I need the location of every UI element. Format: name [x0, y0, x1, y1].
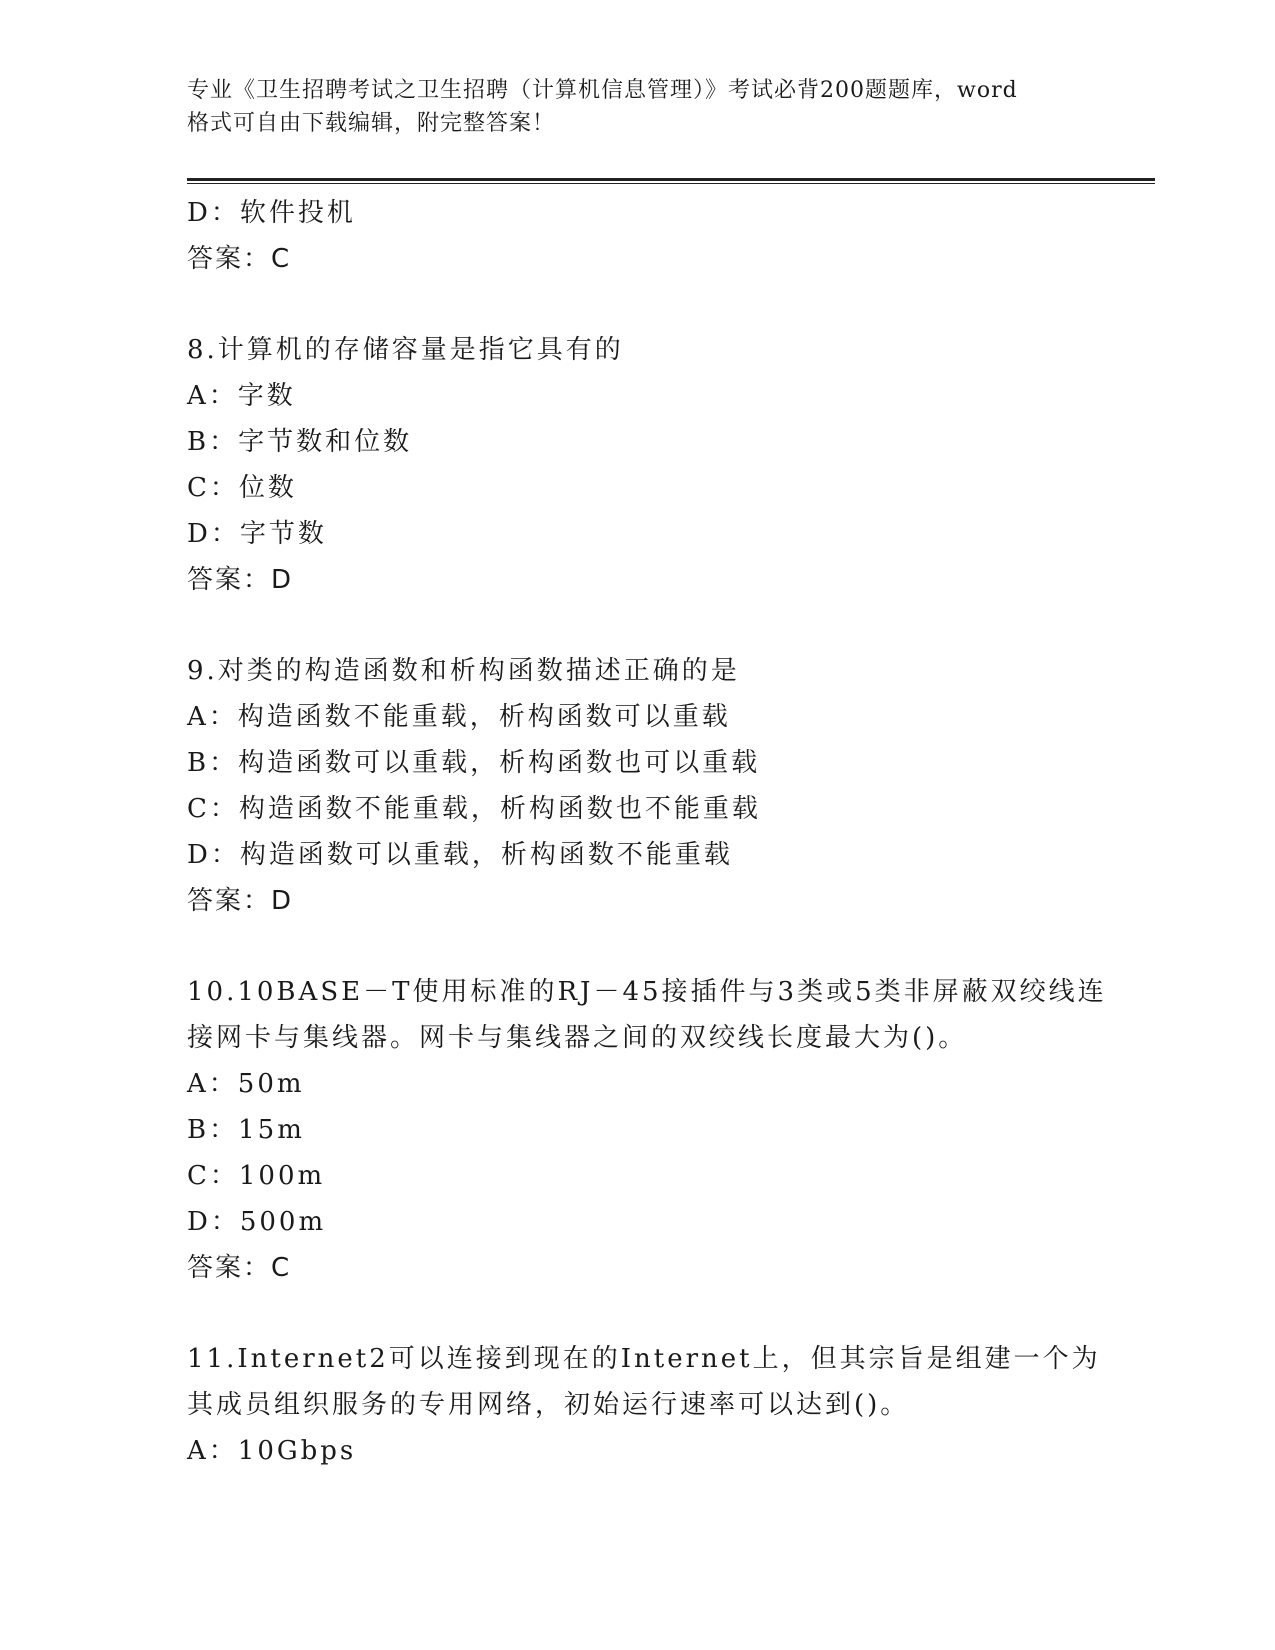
- option-d: D：500m: [187, 1207, 327, 1237]
- option-a: A：构造函数不能重载，析构函数可以重载: [187, 702, 731, 732]
- question-title: 8.计算机的存储容量是指它具有的: [187, 335, 624, 365]
- option-c: C：位数: [187, 473, 297, 503]
- answer-line: 答案：D: [187, 565, 294, 595]
- document-content: [187, 190, 1155, 1474]
- document-header: [187, 70, 1155, 140]
- option-a: A：50m: [187, 1069, 305, 1099]
- header-line-2: 格式可自由下载编辑，附完整答案！: [187, 111, 556, 136]
- header-divider: [187, 178, 1155, 184]
- option-c: C：构造函数不能重载，析构函数也不能重载: [187, 794, 761, 824]
- option-d: D：构造函数可以重载，析构函数不能重载: [187, 840, 733, 870]
- option-b: B：15m: [187, 1115, 305, 1145]
- answer-line: 答案：C: [187, 244, 292, 274]
- header-line-1: 专业《卫生招聘考试之卫生招聘（计算机信息管理）》考试必背200题题库，word: [187, 78, 1018, 103]
- option-a: A：10Gbps: [187, 1436, 357, 1466]
- answer-line: 答案：C: [187, 1253, 292, 1283]
- question-title-line-1: 10.10BASE－T使用标准的RJ－45接插件与3类或5类非屏蔽双绞线连: [187, 977, 1107, 1007]
- answer-line: 答案：D: [187, 886, 294, 916]
- option-d: D：软件投机: [187, 198, 356, 228]
- option-a: A：字数: [187, 381, 296, 411]
- option-c: C：100m: [187, 1161, 326, 1191]
- question-title-line-1: 11.Internet2可以连接到现在的Internet上，但其宗旨是组建一个为: [187, 1344, 1101, 1374]
- option-b: B：构造函数可以重载，析构函数也可以重载: [187, 748, 761, 778]
- option-d: D：字节数: [187, 519, 327, 549]
- document-page: [187, 70, 1155, 1474]
- question-title-line-2: 其成员组织服务的专用网络，初始运行速率可以达到()。: [187, 1390, 910, 1420]
- option-b: B：字节数和位数: [187, 427, 413, 457]
- question-title-line-2: 接网卡与集线器。网卡与集线器之间的双绞线长度最大为()。: [187, 1023, 968, 1053]
- question-title: 9.对类的构造函数和析构函数描述正确的是: [187, 656, 740, 686]
